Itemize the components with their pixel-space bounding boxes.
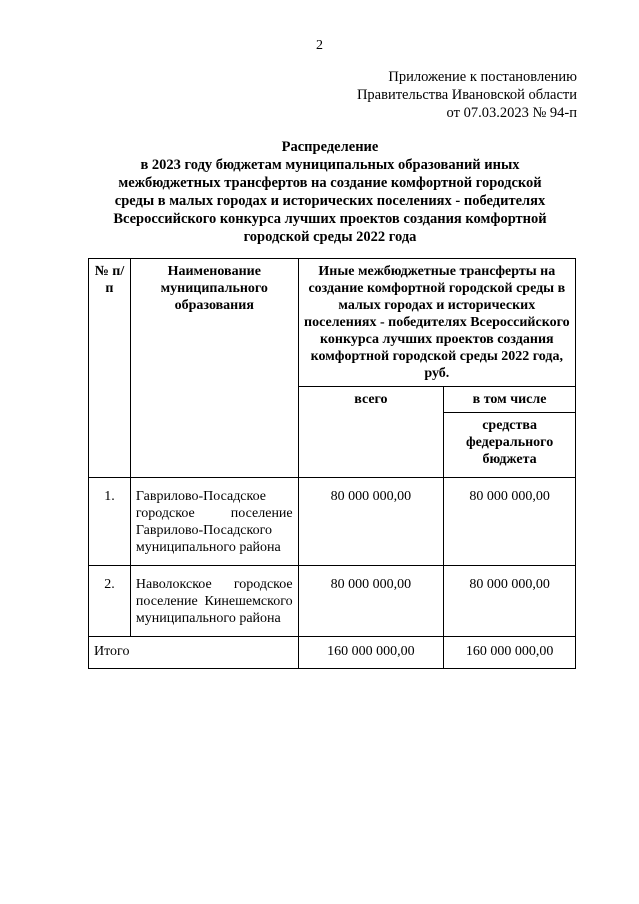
row-num: 1. bbox=[89, 478, 131, 566]
table-row bbox=[89, 566, 576, 637]
title-line: в 2023 году бюджетам муниципальных образований иных bbox=[140, 157, 520, 173]
table-footer-row bbox=[89, 637, 576, 669]
table-header-row bbox=[89, 259, 576, 387]
header-name: Наименование муниципального образования bbox=[130, 259, 298, 478]
title-line: Распределение bbox=[281, 139, 379, 155]
appendix-line: от 07.03.2023 № 94-п bbox=[446, 105, 577, 121]
row-federal: 80 000 000,00 bbox=[444, 566, 576, 637]
header-transfers: Иные межбюджетные трансферты на создание комфортной городской среды в малых городах и исторических поселениях - победителях Всероссийского конкурса лучших проектов создания комфортной городской среды 2022 года, руб. bbox=[298, 259, 575, 387]
row-name: Наволокское городское поселение Кинешемского муниципального района bbox=[130, 566, 298, 637]
footer-label: Итого bbox=[89, 637, 299, 669]
header-federal: средства федерального бюджета bbox=[444, 413, 576, 478]
title-line: Всероссийского конкурса лучших проектов создания комфортной bbox=[113, 211, 547, 227]
title-line: среды в малых городах и исторических поселениях - победителях bbox=[114, 193, 546, 209]
row-num: 2. bbox=[89, 566, 131, 637]
document-title bbox=[80, 138, 580, 246]
header-including: в том числе bbox=[444, 387, 576, 413]
footer-federal: 160 000 000,00 bbox=[444, 637, 576, 669]
row-total: 80 000 000,00 bbox=[298, 478, 444, 566]
page-number: 2 bbox=[316, 38, 323, 53]
header-total: всего bbox=[298, 387, 444, 478]
row-total: 80 000 000,00 bbox=[298, 566, 444, 637]
footer-total: 160 000 000,00 bbox=[298, 637, 444, 669]
appendix-reference bbox=[357, 68, 577, 122]
appendix-line: Приложение к постановлению bbox=[388, 69, 577, 85]
distribution-table bbox=[88, 258, 576, 669]
title-line: городской среды 2022 года bbox=[243, 229, 417, 245]
appendix-line: Правительства Ивановской области bbox=[356, 87, 577, 103]
title-line: межбюджетных трансфертов на создание комфортной городской bbox=[118, 175, 542, 191]
row-federal: 80 000 000,00 bbox=[444, 478, 576, 566]
header-num: № п/п bbox=[89, 259, 131, 478]
table-row bbox=[89, 478, 576, 566]
row-name: Гаврилово-Посадское городское поселение Гаврилово-Посадского муниципального района bbox=[130, 478, 298, 566]
